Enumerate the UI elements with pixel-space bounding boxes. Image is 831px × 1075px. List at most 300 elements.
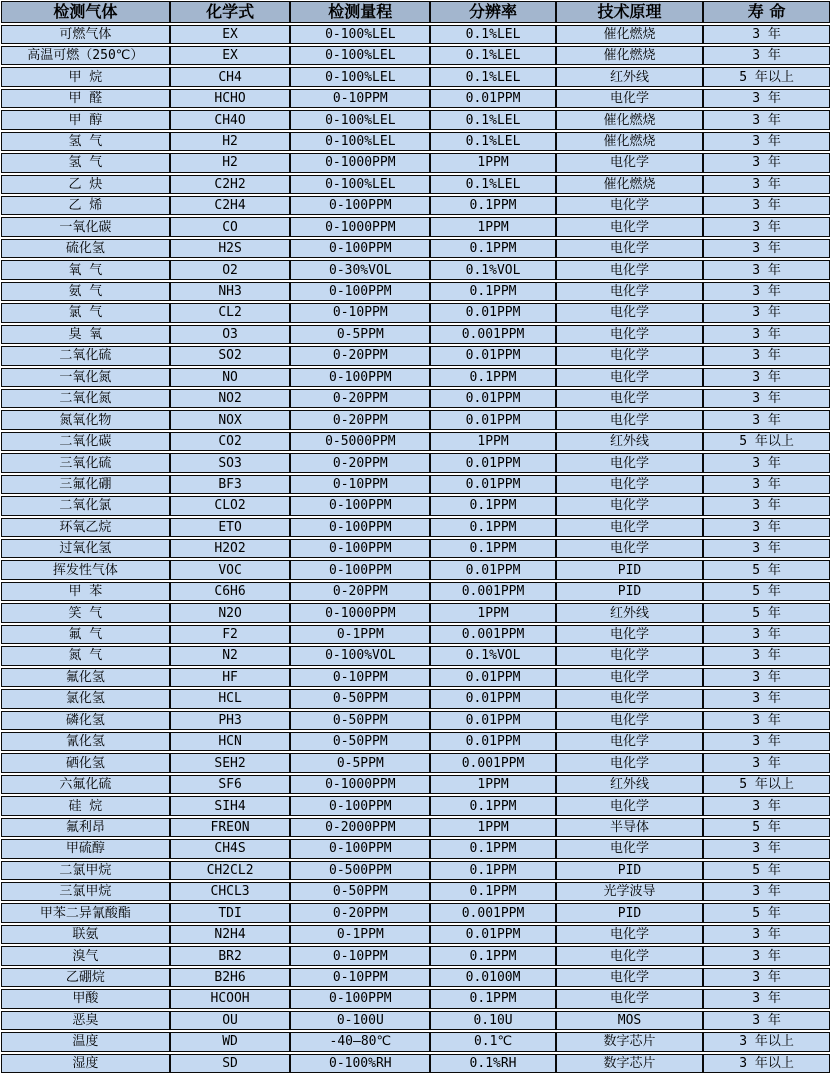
cell-formula: NH3 (171, 283, 292, 300)
cell-resolution: 0.001PPM (431, 904, 557, 921)
cell-formula: BF3 (171, 476, 292, 493)
cell-principle: 电化学 (557, 990, 704, 1007)
cell-resolution: 0.001PPM (431, 626, 557, 643)
cell-principle: 电化学 (557, 626, 704, 643)
cell-range: 0-100%LEL (291, 133, 431, 150)
cell-principle: 电化学 (557, 261, 704, 278)
cell-principle: 电化学 (557, 390, 704, 407)
cell-gas: 硒化氢 (2, 754, 171, 771)
cell-principle: 电化学 (557, 411, 704, 428)
cell-range: 0-1000PPM (291, 604, 431, 621)
table-row (1, 46, 830, 65)
cell-principle: 电化学 (557, 926, 704, 943)
cell-formula: C6H6 (171, 583, 292, 600)
cell-lifespan: 3 年 (752, 284, 781, 299)
cell-range: 0-10PPM (291, 476, 431, 493)
cell-lifespan: 3 年 (752, 755, 781, 771)
cell-resolution: 0.1%LEL (431, 176, 557, 193)
cell-gas: 氟化氢 (2, 669, 171, 686)
cell-resolution: 0.1PPM (431, 519, 557, 536)
cell-gas: 氢 气 (2, 154, 171, 171)
table-row (1, 89, 830, 108)
cell-range: 0-5000PPM (291, 433, 431, 450)
cell-resolution: 1PPM (431, 218, 557, 235)
cell-gas: 氢 气 (2, 133, 171, 150)
table-row (1, 67, 830, 86)
cell-lifespan: 3 年 (752, 326, 781, 342)
table-row (1, 25, 830, 44)
cell-range: 0-2000PPM (291, 819, 431, 836)
table-row (1, 903, 830, 922)
cell-resolution: 0.01PPM (431, 733, 557, 750)
cell-resolution: 0.1PPM (431, 990, 557, 1007)
cell-gas: 过氧化氢 (2, 540, 171, 557)
table-header-row (1, 1, 830, 23)
cell-gas: 温度 (2, 1033, 171, 1050)
header-cell-lifespan: 寿 命 (747, 2, 786, 21)
cell-range: 0-20PPM (291, 411, 431, 428)
cell-principle: 红外线 (557, 776, 704, 793)
table-row (1, 132, 830, 151)
cell-gas: 甲硫醇 (2, 840, 171, 857)
cell-lifespan: 3 年以上 (739, 1055, 794, 1071)
cell-principle: PID (557, 583, 704, 600)
cell-gas: 环氧乙烷 (2, 519, 171, 536)
cell-gas: 湿度 (2, 1055, 171, 1072)
cell-range: 0-30%VOL (291, 261, 431, 278)
cell-range: 0-50PPM (291, 733, 431, 750)
cell-lifespan: 5 年以上 (739, 434, 794, 450)
cell-lifespan: 3 年 (752, 498, 781, 514)
cell-formula: F2 (171, 626, 292, 643)
cell-resolution: 0.1%LEL (431, 26, 557, 43)
cell-resolution: 1PPM (431, 604, 557, 621)
cell-formula: B2H6 (171, 969, 292, 986)
cell-lifespan: 3 年 (752, 219, 781, 235)
table-row (1, 625, 830, 644)
table-row (1, 1054, 830, 1073)
cell-principle: 催化燃烧 (557, 133, 704, 150)
cell-resolution: 0.1%VOL (431, 261, 557, 278)
cell-formula: ETO (171, 519, 292, 536)
cell-resolution: 0.01PPM (431, 926, 557, 943)
cell-gas: 三氯甲烷 (2, 883, 171, 900)
cell-formula: EX (171, 26, 292, 43)
cell-lifespan: 5 年 (752, 819, 781, 835)
cell-lifespan: 3 年 (752, 669, 781, 685)
cell-formula: SO3 (171, 454, 292, 471)
cell-gas: 甲 醇 (2, 111, 171, 128)
table-row (1, 818, 830, 837)
cell-resolution: 0.1PPM (431, 197, 557, 214)
cell-resolution: 0.1PPM (431, 283, 557, 300)
table-row (1, 1032, 830, 1051)
cell-lifespan: 3 年 (752, 369, 781, 385)
cell-range: 0-100PPM (291, 369, 431, 386)
cell-range: 0-100%LEL (291, 176, 431, 193)
cell-formula: SEH2 (171, 754, 292, 771)
cell-principle: 电化学 (557, 947, 704, 964)
cell-principle: 催化燃烧 (557, 111, 704, 128)
cell-formula: CH2CL2 (171, 862, 292, 879)
cell-resolution: 0.01PPM (431, 347, 557, 364)
cell-range: 0-10PPM (291, 969, 431, 986)
table-row (1, 689, 830, 708)
cell-principle: 数字芯片 (557, 1055, 704, 1072)
cell-formula: CH4S (171, 840, 292, 857)
cell-lifespan: 3 年 (752, 155, 781, 171)
cell-gas: 臭 氧 (2, 326, 171, 343)
cell-formula: VOC (171, 561, 292, 578)
cell-lifespan: 3 年 (752, 176, 781, 192)
cell-lifespan: 3 年 (752, 391, 781, 407)
cell-range: 0-100%LEL (291, 68, 431, 85)
cell-gas: 溴气 (2, 947, 171, 964)
cell-gas: 二氧化硫 (2, 347, 171, 364)
cell-range: 0-1000PPM (291, 218, 431, 235)
cell-range: 0-100PPM (291, 797, 431, 814)
cell-resolution: 0.1PPM (431, 862, 557, 879)
cell-formula: HCOOH (171, 990, 292, 1007)
table-row (1, 582, 830, 601)
cell-formula: NO2 (171, 390, 292, 407)
table-row (1, 539, 830, 558)
table-row (1, 389, 830, 408)
cell-range: 0-1000PPM (291, 154, 431, 171)
header-cell-range: 检测量程 (291, 2, 431, 22)
cell-gas: 乙硼烷 (2, 969, 171, 986)
cell-lifespan: 3 年 (752, 241, 781, 257)
table-row (1, 989, 830, 1008)
cell-principle: PID (557, 904, 704, 921)
cell-range: 0-20PPM (291, 347, 431, 364)
table-row (1, 217, 830, 236)
header-cell-formula: 化学式 (171, 2, 292, 22)
cell-gas: 甲酸 (2, 990, 171, 1007)
cell-formula: N2H4 (171, 926, 292, 943)
cell-gas: 氯化氢 (2, 690, 171, 707)
cell-gas: 可燃气体 (2, 26, 171, 43)
cell-principle: 红外线 (557, 604, 704, 621)
cell-range: 0-100%LEL (291, 26, 431, 43)
cell-formula: TDI (171, 904, 292, 921)
table-row (1, 796, 830, 815)
table-row (1, 110, 830, 129)
cell-lifespan: 3 年 (752, 26, 781, 42)
cell-resolution: 0.1PPM (431, 540, 557, 557)
cell-gas: 二氯甲烷 (2, 862, 171, 879)
cell-formula: PH3 (171, 712, 292, 729)
cell-principle: 数字芯片 (557, 1033, 704, 1050)
cell-range: 0-50PPM (291, 712, 431, 729)
cell-gas: 二氧化氮 (2, 390, 171, 407)
cell-gas: 氟利昂 (2, 819, 171, 836)
cell-formula: BR2 (171, 947, 292, 964)
cell-lifespan: 5 年 (752, 605, 781, 621)
cell-formula: O2 (171, 261, 292, 278)
table-row (1, 475, 830, 494)
cell-lifespan: 5 年 (752, 584, 781, 600)
cell-formula: CH4O (171, 111, 292, 128)
cell-gas: 甲 醛 (2, 90, 171, 107)
cell-range: 0-100%VOL (291, 647, 431, 664)
cell-gas: 乙 烯 (2, 197, 171, 214)
cell-formula: OU (171, 1012, 292, 1029)
cell-principle: 电化学 (557, 197, 704, 214)
cell-principle: 电化学 (557, 476, 704, 493)
cell-gas: 甲 苯 (2, 583, 171, 600)
cell-lifespan: 3 年 (752, 262, 781, 278)
cell-lifespan: 3 年 (752, 519, 781, 535)
cell-gas: 二氧化碳 (2, 433, 171, 450)
cell-principle: PID (557, 862, 704, 879)
table-row (1, 775, 830, 794)
table-row (1, 882, 830, 901)
cell-range: 0-100%LEL (291, 47, 431, 64)
cell-formula: SO2 (171, 347, 292, 364)
cell-principle: MOS (557, 1012, 704, 1029)
cell-principle: 电化学 (557, 647, 704, 664)
cell-principle: 红外线 (557, 68, 704, 85)
cell-principle: 电化学 (557, 540, 704, 557)
cell-principle: 红外线 (557, 433, 704, 450)
cell-lifespan: 3 年 (752, 348, 781, 364)
cell-formula: EX (171, 47, 292, 64)
table-row (1, 239, 830, 258)
cell-lifespan: 3 年 (752, 541, 781, 557)
table-row (1, 432, 830, 451)
cell-principle: 电化学 (557, 712, 704, 729)
cell-range: 0-100U (291, 1012, 431, 1029)
cell-gas: 二氧化氯 (2, 497, 171, 514)
cell-gas: 氨 气 (2, 283, 171, 300)
cell-lifespan: 3 年 (752, 133, 781, 149)
cell-principle: 电化学 (557, 969, 704, 986)
cell-resolution: 0.1%LEL (431, 111, 557, 128)
table-row (1, 196, 830, 215)
cell-range: -40—80℃ (291, 1033, 431, 1050)
cell-formula: CO2 (171, 433, 292, 450)
cell-formula: HF (171, 669, 292, 686)
cell-principle: 电化学 (557, 840, 704, 857)
cell-formula: CHCL3 (171, 883, 292, 900)
cell-principle: 电化学 (557, 669, 704, 686)
cell-formula: C2H2 (171, 176, 292, 193)
cell-formula: SD (171, 1055, 292, 1072)
table-row (1, 453, 830, 472)
cell-range: 0-100PPM (291, 497, 431, 514)
cell-gas: 氮 气 (2, 647, 171, 664)
cell-lifespan: 3 年 (752, 648, 781, 664)
table-row (1, 1011, 830, 1030)
cell-resolution: 0.01PPM (431, 712, 557, 729)
cell-lifespan: 3 年 (752, 927, 781, 943)
header-cell-gas: 检测气体 (2, 2, 171, 22)
table-row (1, 175, 830, 194)
cell-resolution: 0.001PPM (431, 754, 557, 771)
cell-lifespan: 3 年 (752, 712, 781, 728)
cell-formula: O3 (171, 326, 292, 343)
cell-range: 0-100PPM (291, 197, 431, 214)
cell-gas: 高温可燃（250℃） (2, 47, 171, 64)
cell-principle: 电化学 (557, 690, 704, 707)
table-row (1, 925, 830, 944)
cell-formula: N2 (171, 647, 292, 664)
table-row (1, 603, 830, 622)
cell-resolution: 0.1PPM (431, 840, 557, 857)
table-row (1, 346, 830, 365)
cell-lifespan: 3 年 (752, 198, 781, 214)
table-row (1, 560, 830, 579)
cell-gas: 笑 气 (2, 604, 171, 621)
cell-lifespan: 5 年 (752, 562, 781, 578)
cell-resolution: 0.01PPM (431, 561, 557, 578)
cell-range: 0-20PPM (291, 390, 431, 407)
cell-principle: 电化学 (557, 347, 704, 364)
cell-range: 0-1PPM (291, 926, 431, 943)
cell-resolution: 0.01PPM (431, 669, 557, 686)
cell-range: 0-100PPM (291, 240, 431, 257)
cell-formula: C2H4 (171, 197, 292, 214)
cell-resolution: 0.01PPM (431, 90, 557, 107)
cell-lifespan: 3 年 (752, 1012, 781, 1028)
cell-formula: CO (171, 218, 292, 235)
cell-gas: 恶臭 (2, 1012, 171, 1029)
table-row (1, 410, 830, 429)
table-row (1, 668, 830, 687)
cell-gas: 硫化氢 (2, 240, 171, 257)
cell-range: 0-20PPM (291, 904, 431, 921)
cell-lifespan: 3 年 (752, 798, 781, 814)
cell-resolution: 0.01PPM (431, 304, 557, 321)
cell-lifespan: 3 年 (752, 884, 781, 900)
table-row (1, 260, 830, 279)
cell-principle: 电化学 (557, 154, 704, 171)
cell-gas: 一氧化碳 (2, 218, 171, 235)
cell-range: 0-10PPM (291, 90, 431, 107)
cell-formula: HCN (171, 733, 292, 750)
cell-principle: 电化学 (557, 497, 704, 514)
cell-resolution: 0.1PPM (431, 797, 557, 814)
cell-formula: N2O (171, 604, 292, 621)
cell-principle: 电化学 (557, 304, 704, 321)
cell-range: 0-1000PPM (291, 776, 431, 793)
cell-formula: CLO2 (171, 497, 292, 514)
cell-resolution: 1PPM (431, 433, 557, 450)
cell-resolution: 0.1℃ (431, 1033, 557, 1050)
cell-resolution: 1PPM (431, 819, 557, 836)
cell-lifespan: 3 年 (752, 476, 781, 492)
cell-gas: 氯 气 (2, 304, 171, 321)
table-row (1, 518, 830, 537)
cell-gas: 氧 气 (2, 261, 171, 278)
cell-principle: 电化学 (557, 754, 704, 771)
cell-range: 0-100PPM (291, 540, 431, 557)
cell-formula: SIH4 (171, 797, 292, 814)
cell-principle: PID (557, 561, 704, 578)
cell-gas: 氮氧化物 (2, 411, 171, 428)
cell-principle: 催化燃烧 (557, 176, 704, 193)
cell-lifespan: 3 年 (752, 412, 781, 428)
cell-resolution: 0.01PPM (431, 690, 557, 707)
cell-lifespan: 5 年 (752, 905, 781, 921)
cell-resolution: 0.01PPM (431, 390, 557, 407)
cell-principle: 电化学 (557, 240, 704, 257)
cell-range: 0-10PPM (291, 304, 431, 321)
cell-range: 0-500PPM (291, 862, 431, 879)
cell-resolution: 1PPM (431, 154, 557, 171)
cell-range: 0-10PPM (291, 947, 431, 964)
cell-formula: H2 (171, 154, 292, 171)
cell-resolution: 0.0100M (431, 969, 557, 986)
cell-formula: FREON (171, 819, 292, 836)
cell-gas: 六氟化硫 (2, 776, 171, 793)
cell-principle: 电化学 (557, 519, 704, 536)
cell-range: 0-1PPM (291, 626, 431, 643)
cell-formula: NO (171, 369, 292, 386)
cell-formula: H2 (171, 133, 292, 150)
cell-formula: SF6 (171, 776, 292, 793)
cell-resolution: 1PPM (431, 776, 557, 793)
header-cell-resolution: 分辨率 (431, 2, 557, 22)
cell-gas: 挥发性气体 (2, 561, 171, 578)
cell-resolution: 0.01PPM (431, 476, 557, 493)
cell-range: 0-100PPM (291, 283, 431, 300)
cell-principle: 电化学 (557, 326, 704, 343)
table-row (1, 646, 830, 665)
cell-formula: CH4 (171, 68, 292, 85)
cell-lifespan: 3 年以上 (739, 1034, 794, 1050)
cell-lifespan: 5 年以上 (739, 777, 794, 793)
cell-gas: 磷化氢 (2, 712, 171, 729)
cell-resolution: 0.1PPM (431, 369, 557, 386)
cell-lifespan: 3 年 (752, 627, 781, 642)
cell-lifespan: 3 年 (752, 48, 781, 64)
cell-gas: 联氨 (2, 926, 171, 943)
cell-range: 0-100%RH (291, 1055, 431, 1072)
cell-resolution: 0.01PPM (431, 411, 557, 428)
cell-lifespan: 3 年 (752, 91, 781, 107)
cell-principle: 催化燃烧 (557, 47, 704, 64)
cell-principle: 半导体 (557, 819, 704, 836)
cell-gas: 甲苯二异氰酸酯 (2, 904, 171, 921)
cell-gas: 三氟化硼 (2, 476, 171, 493)
cell-formula: HCL (171, 690, 292, 707)
cell-resolution: 0.1%RH (431, 1055, 557, 1072)
cell-gas: 三氧化硫 (2, 454, 171, 471)
table-row (1, 325, 830, 344)
header-cell-principle: 技术原理 (557, 2, 704, 22)
cell-principle: 催化燃烧 (557, 26, 704, 43)
cell-range: 0-50PPM (291, 690, 431, 707)
table-row (1, 368, 830, 387)
cell-resolution: 0.001PPM (431, 583, 557, 600)
cell-range: 0-20PPM (291, 583, 431, 600)
cell-lifespan: 3 年 (752, 970, 781, 985)
table-row (1, 968, 830, 987)
cell-resolution: 0.1PPM (431, 883, 557, 900)
cell-principle: 电化学 (557, 369, 704, 386)
cell-resolution: 0.1PPM (431, 240, 557, 257)
cell-resolution: 0.1%LEL (431, 133, 557, 150)
cell-principle: 电化学 (557, 90, 704, 107)
table-row (1, 753, 830, 772)
cell-resolution: 0.10U (431, 1012, 557, 1029)
cell-formula: H2S (171, 240, 292, 257)
cell-range: 0-10PPM (291, 669, 431, 686)
cell-resolution: 0.1PPM (431, 947, 557, 964)
table-row (1, 496, 830, 515)
